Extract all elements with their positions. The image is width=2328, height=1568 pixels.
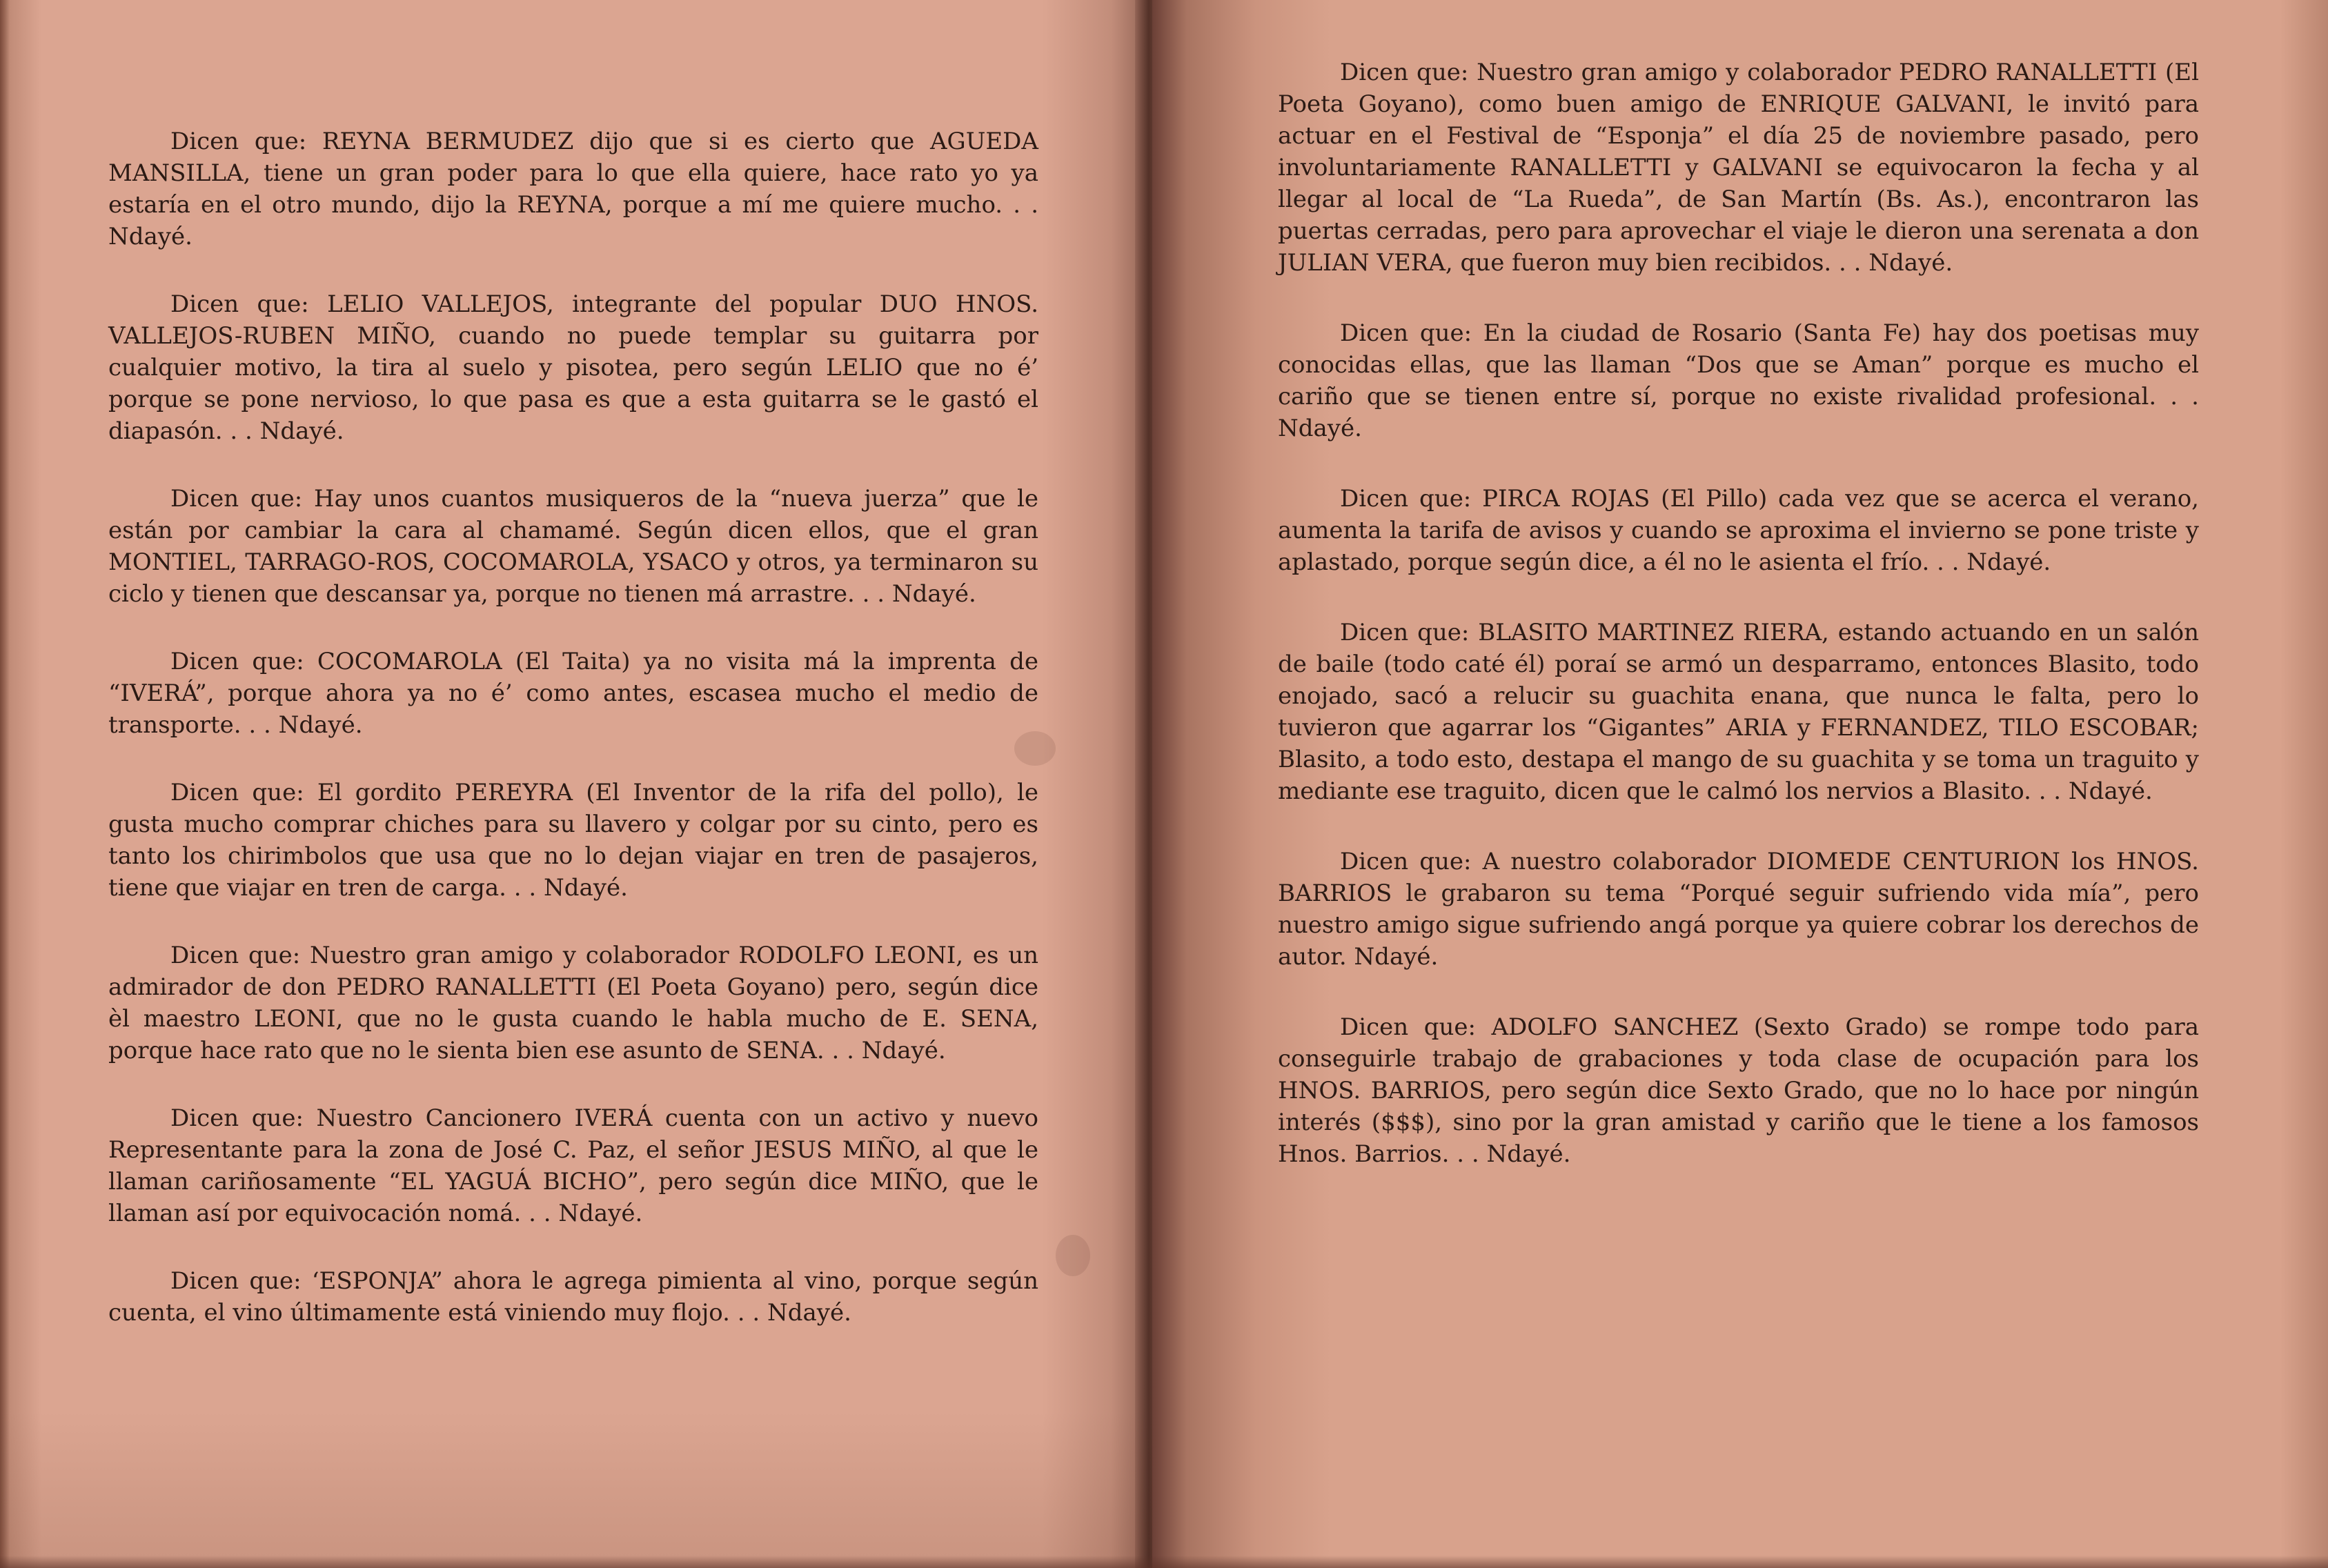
- entry: Dicen que: LELIO VALLEJOS, integrante del popular DUO HNOS. VALLEJOS-RUBEN MIÑO, cuando no puede templar su guitarra por cualquier motivo, la tira al suelo y pisotea, pero según LELIO que no é’ porque se pone nervioso, lo que pasa es que a esta guitarra se le gastó el diapasón. . . Ndayé.: [108, 290, 1038, 445]
- right-column: [1278, 57, 2199, 1209]
- entry: Dicen que: BLASITO MARTINEZ RIERA, estando actuando en un salón de baile (todo caté él) poraí se armó un desparramo, entonces Blasito, todo enojado, sacó a relucir su guachita enana, que nunca le falta, pero lo tuvieron que agarrar los “Gigantes” ARIA y FERNANDEZ, TILO ESCOBAR; Blasito, a todo esto, destapa el mango de su guachita y se toma un traguito y mediante ese traguito, dicen que le calmó los nervios a Blasito. . . Ndayé.: [1278, 619, 2199, 805]
- entry: Dicen que: Hay unos cuantos musiqueros de la “nueva juerza” que le están por cambiar la cara al chamamé. Según dicen ellos, que el gran MONTIEL, TARRAGO-ROS, COCOMAROLA, YSACO y otros, ya terminaron su ciclo y tienen que descansar ya, porque no tienen má arrastre. . . Ndayé.: [108, 485, 1038, 608]
- paper-stain: [1014, 731, 1056, 766]
- entry: Dicen que: A nuestro colaborador DIOMEDE CENTURION los HNOS. BARRIOS le grabaron su tema “Porqué seguir sufriendo vida mía”, pero nuestro amigo sigue sufriendo angá porque ya quiere cobrar los derechos de autor. Ndayé.: [1278, 848, 2199, 971]
- entry: Dicen que: El gordito PEREYRA (El Inventor de la rifa del pollo), le gusta mucho comprar chiches para su llavero y colgar por su cinto, pero es tanto los chirimbolos que usa que no lo dejan viajar en tren de pasajeros, tiene que viajar en tren de carga. . . Ndayé.: [108, 779, 1038, 902]
- entry: Dicen que: COCOMAROLA (El Taita) ya no visita má la imprenta de “IVERÁ”, porque ahora ya no é’ como antes, escasea mucho el medio de transporte. . . Ndayé.: [108, 648, 1038, 739]
- entry: Dicen que: En la ciudad de Rosario (Santa Fe) hay dos poetisas muy conocidas ellas, que las llaman “Dos que se Aman” porque es mucho el cariño que se tienen entre sí, porque no existe rivalidad profesional. . . Ndayé.: [1278, 319, 2199, 442]
- entry: Dicen que: ‘ESPONJA” ahora le agrega pimienta al vino, porque según cuenta, el vino últimamente está viniendo muy flojo. . . Ndayé.: [108, 1267, 1038, 1327]
- page-bottom-edge: [0, 1556, 2328, 1568]
- left-page: [0, 0, 1152, 1568]
- entry: Dicen que: Nuestro gran amigo y colaborador PEDRO RANALLETTI (El Poeta Goyano), como buen amigo de ENRIQUE GALVANI, le invitó para actuar en el Festival de “Esponja” el día 25 de noviembre pasado, pero involuntariamente RANALLETTI y GALVANI se equivocaron la fecha y al llegar al local de “La Rueda”, de San Martín (Bs. As.), encontraron las puertas cerradas, pero para aprovechar el viaje le dieron una serenata a don JULIAN VERA, que fueron muy bien recibidos. . . Ndayé.: [1278, 59, 2199, 277]
- entry: Dicen que: Nuestro gran amigo y colaborador RODOLFO LEONI, es un admirador de don PEDRO RANALLETTI (El Poeta Goyano) pero, según dice èl maestro LEONI, que no le gusta cuando le habla mucho de E. SENA, porque hace rato que no le sienta bien ese asunto de SENA. . . Ndayé.: [108, 942, 1038, 1064]
- paper-stain: [1056, 1235, 1090, 1276]
- entry: Dicen que: REYNA BERMUDEZ dijo que si es cierto que AGUEDA MANSILLA, tiene un gran poder para lo que ella quiere, hace rato yo ya estaría en el otro mundo, dijo la REYNA, porque a mí me quiere mucho. . . Ndayé.: [108, 128, 1038, 250]
- entry: Dicen que: PIRCA ROJAS (El Pillo) cada vez que se acerca el verano, aumenta la tarifa de avisos y cuando se aproxima el invierno se pone triste y aplastado, porque según dice, a él no le asienta el frío. . . Ndayé.: [1278, 485, 2199, 576]
- right-page: [1152, 0, 2328, 1568]
- page-edge: [0, 0, 10, 1568]
- entry: Dicen que: Nuestro Cancionero IVERÁ cuenta con un activo y nuevo Representante para la zona de José C. Paz, el señor JESUS MIÑO, al que le llaman cariñosamente “EL YAGUÁ BICHO”, pero según dice MIÑO, que le llaman así por equivocación nomá. . . Ndayé.: [108, 1104, 1038, 1227]
- left-column: [108, 126, 1038, 1364]
- entry: Dicen que: ADOLFO SANCHEZ (Sexto Grado) se rompe todo para conseguirle trabajo de grabaciones y toda clase de ocupación para los HNOS. BARRIOS, pero según dice Sexto Grado, que no lo hace por ningún interés ($$$), sino por la gran amistad y cariño que le tiene a los famosos Hnos. Barrios. . . Ndayé.: [1278, 1013, 2199, 1168]
